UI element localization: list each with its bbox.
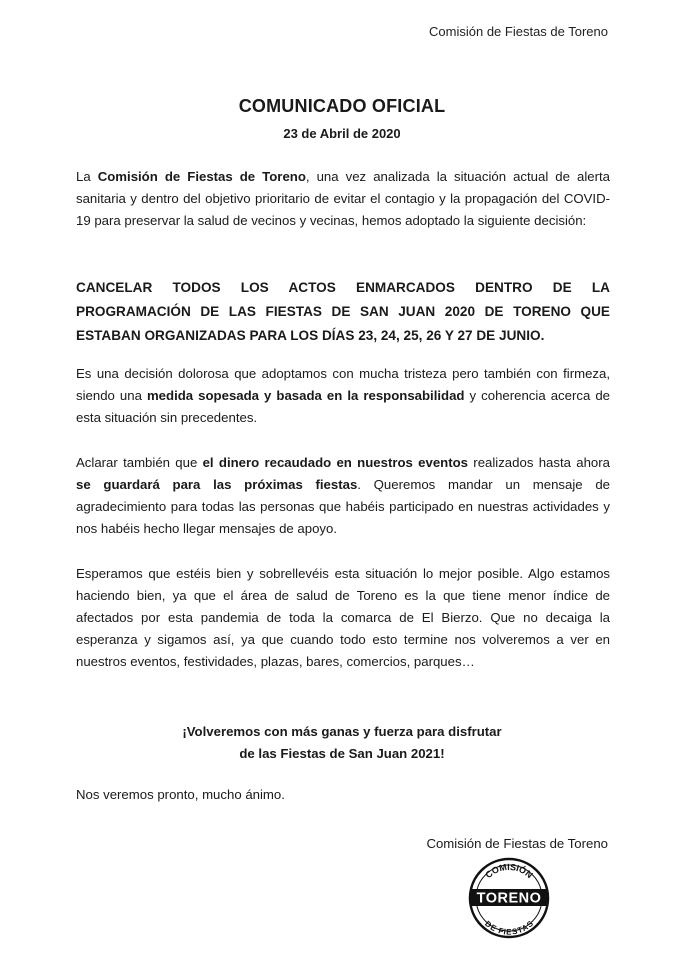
seal-middle-text: TORENO [476, 890, 542, 907]
paragraph-cancellation [76, 276, 610, 348]
hope-text: Esperamos que estéis bien y sobrellevéis esta situación lo mejor posible. Algo estamos haciendo bien, ya que el área de salud de Toreno es la que tiene menor índice de afectados por esta pandemia de toda la comarca de El Bierzo. Que no decaiga la esperanza y sigamos así, ya que cuando todo esto termine nos volveremos a ver en nuestros eventos, festividades, plazas, bares, comercios, parques… [76, 566, 610, 669]
paragraph-intro [76, 166, 610, 232]
toreno-seal-logo [468, 857, 550, 939]
text-span: Aclarar también que [76, 455, 203, 470]
closing-line-2: de las Fiestas de San Juan 2021! [239, 746, 445, 761]
text-span: . Queremos mandar un mensaje de agradecimiento para todas las personas que habéis participado en nuestras actividades y nos habéis hecho llegar mensajes de apoyo. [76, 477, 611, 536]
paragraph-decision [76, 363, 610, 429]
text-span: La [76, 169, 98, 184]
bold-span: medida sopesada y basada en la responsabilidad [146, 388, 465, 403]
bold-span: se guardará para las próximas fiestas [76, 477, 358, 492]
document-date: 23 de Abril de 2020 [283, 126, 401, 141]
seal-top-text: COMISIÓN [483, 861, 535, 881]
text-span: , una vez analizada la situación actual de alerta sanitaria y dentro del objetivo prioritario de evitar el contagio y la propagación del COVID-19 para preservar la salud de vecinos y vecinas, hemos adoptado la siguiente decisión: [76, 169, 610, 228]
text-span: Es una decisión dolorosa que adoptamos con mucha tristeza pero también con firmeza, siendo una [76, 366, 610, 403]
bold-span: Comisión de Fiestas de Toreno [97, 169, 306, 184]
paragraph-hope [76, 563, 610, 673]
signature-text: Comisión de Fiestas de Toreno [426, 836, 608, 851]
text-span: realizados hasta ahora [468, 455, 610, 470]
seal-bottom-text: DE FIESTAS [483, 919, 535, 937]
header-organization: Comisión de Fiestas de Toreno [429, 24, 608, 39]
bold-span: el dinero recaudado en nuestros eventos [202, 455, 468, 470]
text-span: y coherencia acerca de esta situación sin precedentes. [76, 388, 610, 425]
cancellation-text: CANCELAR TODOS LOS ACTOS ENMARCADOS DENTRO DE LA PROGRAMACIÓN DE LAS FIESTAS DE SAN JUAN 2020 DE TORENO QUE ESTABAN ORGANIZADAS PARA LOS DÍAS 23, 24, 25, 26 Y 27 DE JUNIO. [76, 280, 610, 343]
farewell-text: Nos veremos pronto, mucho ánimo. [76, 787, 285, 802]
closing-message [0, 721, 684, 765]
closing-line-1: ¡Volveremos con más ganas y fuerza para disfrutar [182, 724, 502, 739]
paragraph-funds [76, 452, 610, 540]
document-title: COMUNICADO OFICIAL [238, 96, 446, 116]
